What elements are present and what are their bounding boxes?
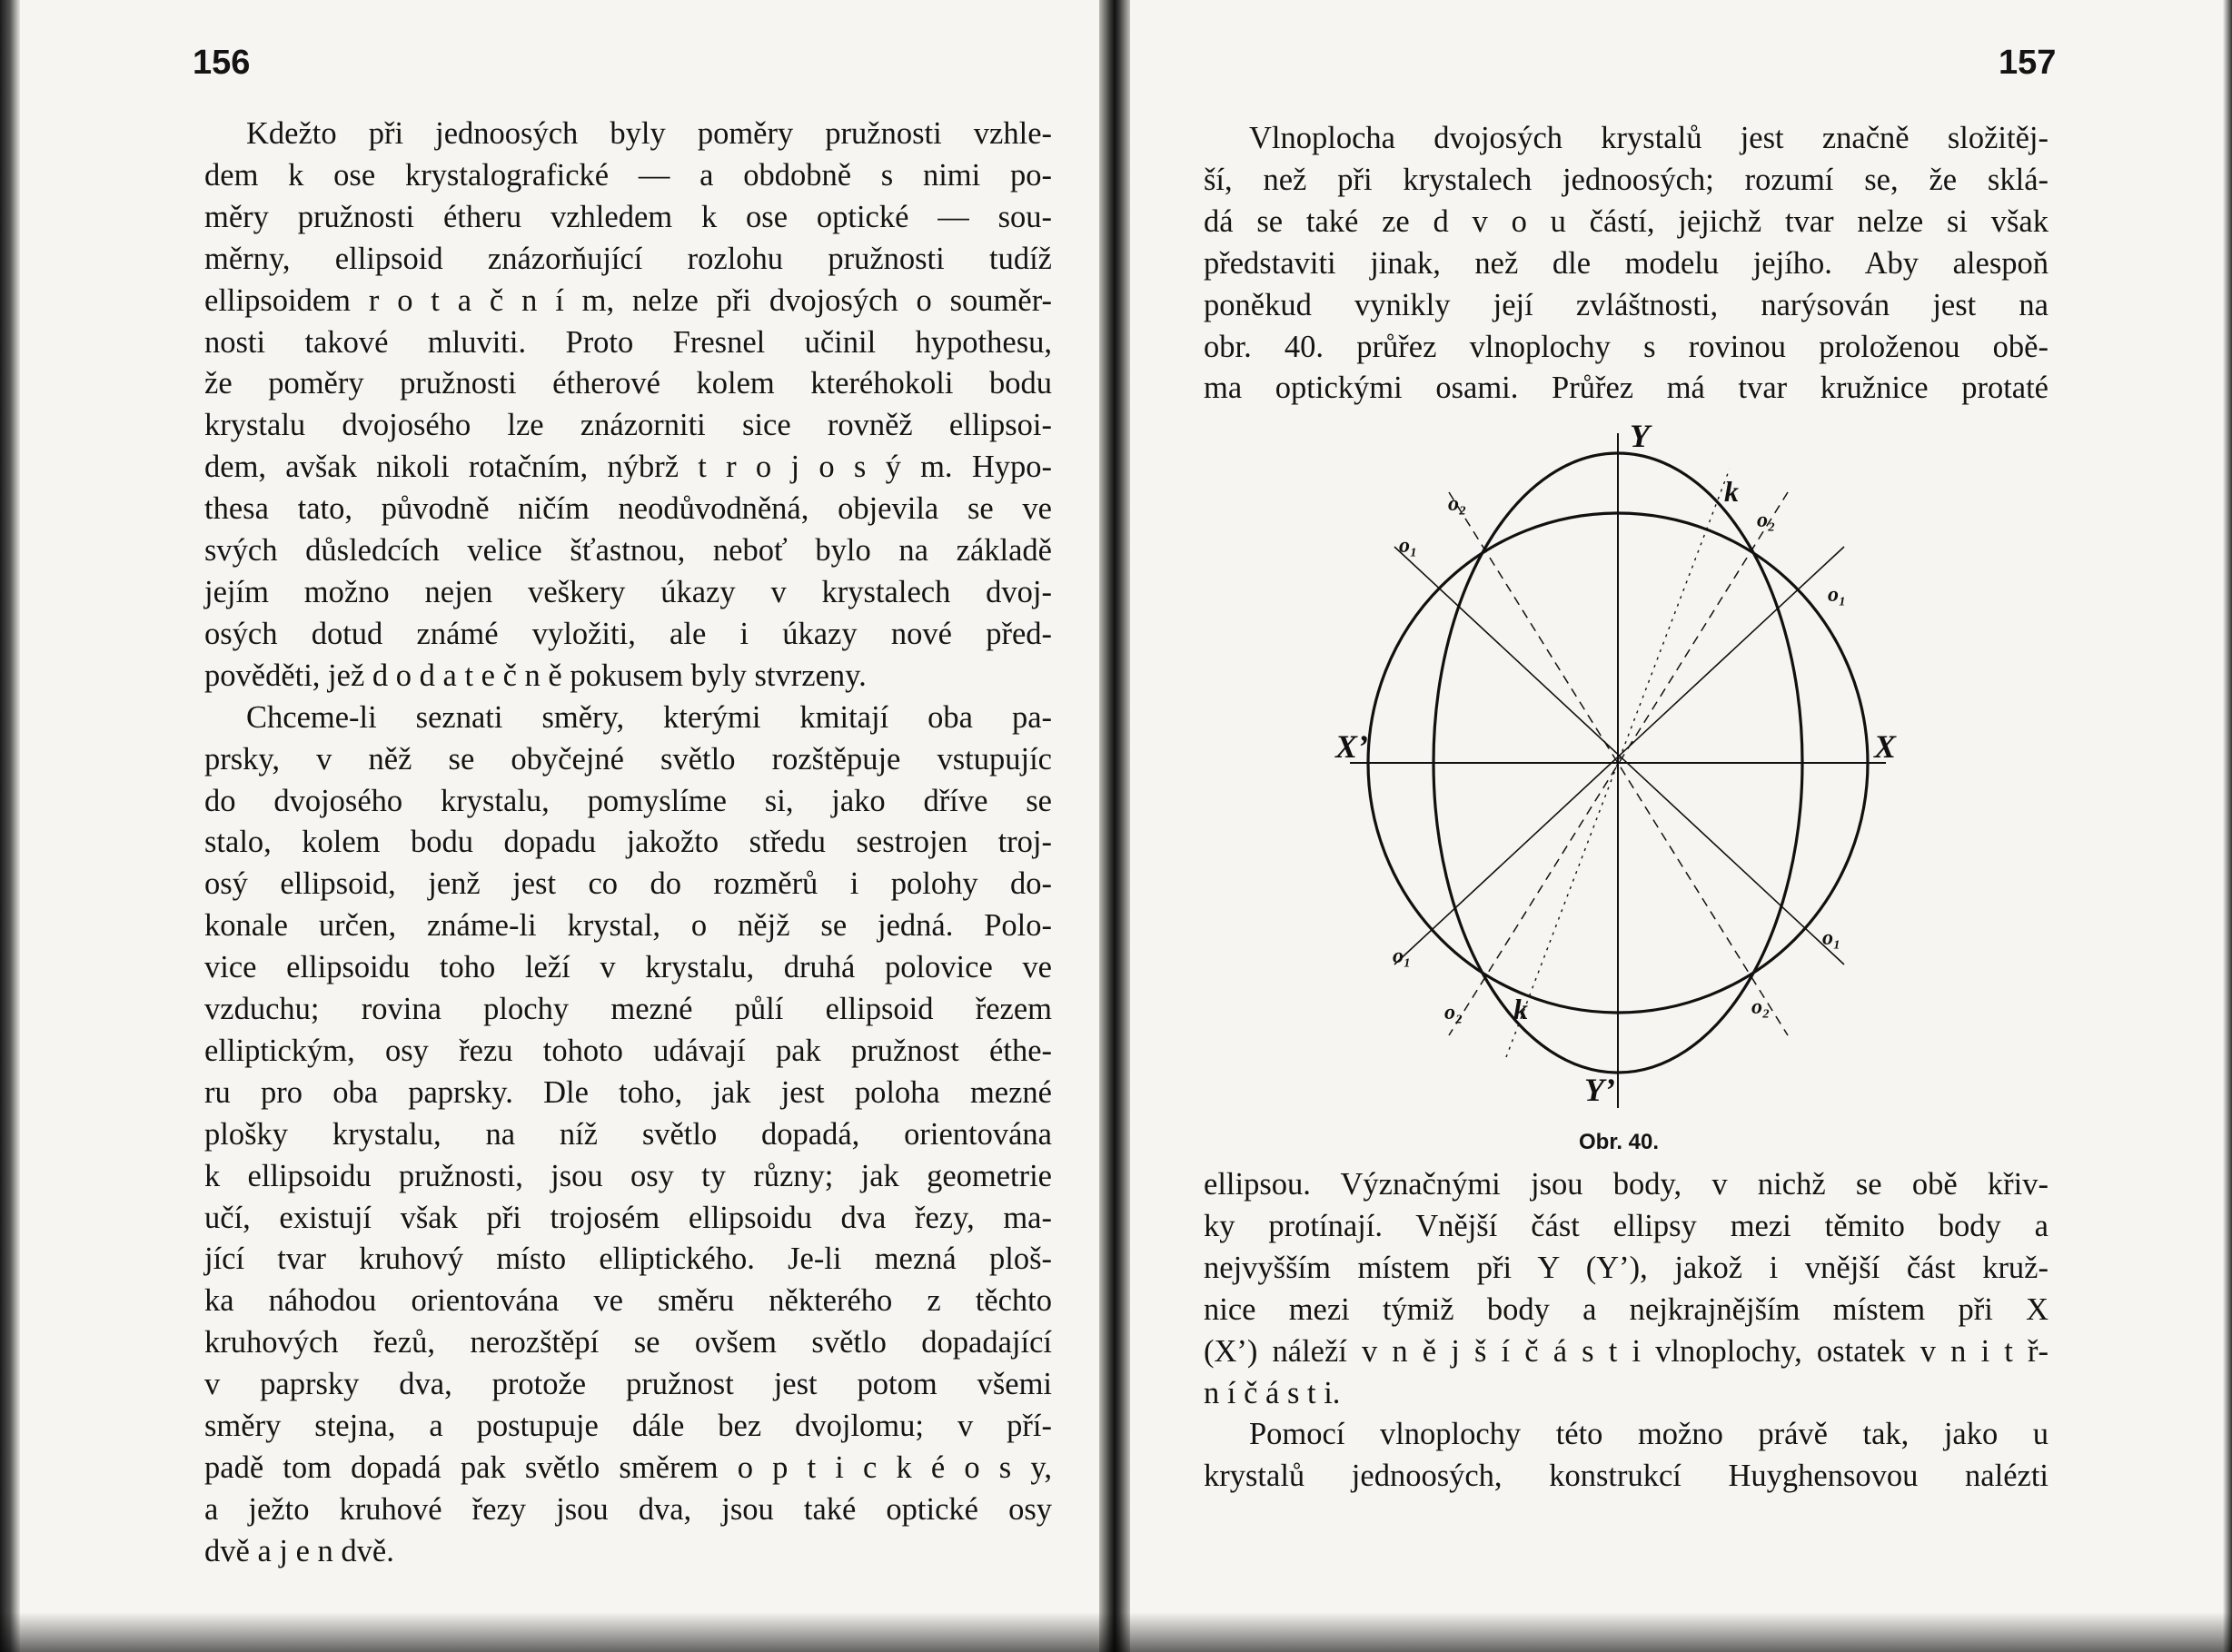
right-page-body-top xyxy=(1204,118,2048,410)
text-line: ellipsoidem r o t a č n í m, nelze při dvojosých o souměr- xyxy=(204,282,1052,318)
text-line: dem k ose krystalografické — a obdobně s nimi po- xyxy=(204,157,1052,193)
text-line: představiti jinak, než dle modelu jejího. Aby alespoň xyxy=(1204,245,2048,281)
text-line: nosti takové mluviti. Proto Fresnel učinil hypothesu, xyxy=(204,324,1052,360)
label-o1-upper-left: o₁ xyxy=(1399,534,1418,558)
text-line: krystalu dvojosého lze znázorniti sice rovněž ellipsoi- xyxy=(204,408,1052,443)
text-line: že poměry pružnosti étherové kolem kteréhokoli bodu xyxy=(204,366,1052,401)
label-y-bottom: Y’ xyxy=(1584,1072,1615,1108)
label-o1-lower-left: o₁ xyxy=(1393,945,1412,968)
text-line: n í č á s t i. xyxy=(1204,1375,1341,1410)
text-line: prsky, v něž se obyčejné světlo rozštěpuje vstupujíc xyxy=(204,741,1052,777)
page-number-left: 156 xyxy=(193,44,251,82)
text-line: ka náhodou orientována ve směru některého z těchto xyxy=(204,1283,1052,1319)
text-line: osý ellipsoid, jenž jest co do rozměrů i polohy do- xyxy=(204,866,1052,902)
text-line: měrny, ellipsoid znázorňující rozlohu pružnosti tudíž xyxy=(204,241,1052,276)
label-x-left: X’ xyxy=(1335,728,1368,765)
text-line: Vlnoplocha dvojosých krystalů jest značně složitěj- xyxy=(1249,121,2048,155)
label-k-bottom: k xyxy=(1513,993,1528,1025)
left-page-edge xyxy=(0,0,20,1652)
text-line: dem, avšak nikoli rotačním, nýbrž t r o j o s ý m. Hypo- xyxy=(204,450,1052,485)
text-line: ellipsou. Význačnými jsou body, v nichž se obě křiv- xyxy=(1204,1167,2048,1202)
text-line: směry stejna, a postupuje dále bez dvojlomu; v pří- xyxy=(204,1409,1052,1444)
text-line: vzduchu; rovina plochy mezné půlí ellipsoid řezem xyxy=(204,992,1052,1027)
text-line: učí, existují však při trojosém ellipsoidu dva řezy, ma- xyxy=(204,1200,1052,1235)
page-bottom-shadow xyxy=(0,1612,2232,1652)
wave-surface-figure xyxy=(1308,418,1897,1119)
text-line: padě tom dopadá pak světlo směrem o p t i c k é o s y, xyxy=(204,1450,1052,1485)
text-line: vice ellipsoidu toho leží v krystalu, druhá polovice ve xyxy=(204,950,1052,985)
text-line: a ježto kruhové řezy jsou dva, jsou také optické osy xyxy=(204,1491,1052,1527)
label-o2-upper-right: o₂ xyxy=(1757,509,1776,532)
text-line: jící tvar kruhový místo elliptického. Je-li mezná ploš- xyxy=(204,1241,1052,1277)
text-line: Pomocí vlnoplochy této možno právě tak, jako u xyxy=(1249,1417,2048,1452)
text-line: do dvojosého krystalu, pomyslíme si, jako dříve se xyxy=(204,783,1052,818)
text-line: nice mezi týmiž body a nejkrajnějším místem při X xyxy=(1204,1291,2048,1327)
page-number-right: 157 xyxy=(1999,44,2057,82)
label-o1-lower-right: o₁ xyxy=(1822,926,1841,950)
text-line: thesa tato, původně ničím neodůvodněná, objevila se ve xyxy=(204,491,1052,527)
text-line: kruhových řezů, nerozštěpí se ovšem světlo dopadající xyxy=(204,1325,1052,1360)
text-line: Chceme-li seznati směry, kterými kmitají oba pa- xyxy=(246,699,1052,735)
book-spine xyxy=(1099,0,1130,1652)
text-line: pověděti, jež d o d a t e č n ě pokusem byly stvrzeny. xyxy=(204,658,867,693)
label-y-top: Y xyxy=(1630,418,1650,454)
text-line: poněkud vynikly její zvláštnosti, narýsován jest na xyxy=(1204,287,2048,322)
text-line: ky protínají. Vnější část ellipsy mezi těmito body a xyxy=(1204,1208,2048,1243)
text-line: plošky krystalu, na níž světlo dopadá, orientována xyxy=(204,1116,1052,1152)
text-line: ší, než při krystalech jednoosých; rozumí se, že sklá- xyxy=(1204,162,2048,197)
text-line: obr. 40. průřez vlnoplochy s rovinou proloženou obě- xyxy=(1204,329,2048,364)
label-o1-upper-right: o₁ xyxy=(1828,583,1847,607)
left-page-body xyxy=(204,114,1052,1573)
text-line: nejvyšším místem při Y (Y’), jakož i vnější část kruž- xyxy=(1204,1250,2048,1285)
figure-caption: Obr. 40. xyxy=(1579,1130,1660,1154)
text-line: v paprsky dva, protože pružnost jest potom všemi xyxy=(204,1367,1052,1402)
text-line: ru pro oba paprsky. Dle toho, jak jest poloha mezné xyxy=(204,1074,1052,1110)
text-line: elliptickým, osy řezu tohoto udávají pak pružnost éthe- xyxy=(204,1033,1052,1068)
right-page-body-bottom xyxy=(1204,1164,2048,1498)
label-x-right: X xyxy=(1874,728,1897,765)
text-line: k ellipsoidu pružnosti, jsou osy ty různy; jak geometrie xyxy=(204,1158,1052,1193)
text-line: krystalů jednoosých, konstrukcí Huyghensovou nalézti xyxy=(1204,1459,2048,1494)
text-line: konale určen, známe-li krystal, o nějž se jedná. Polo- xyxy=(204,908,1052,944)
right-page-edge xyxy=(2223,0,2232,1652)
label-k-top: k xyxy=(1724,475,1739,508)
text-line: dvě a j e n dvě. xyxy=(204,1533,394,1568)
text-line: Kdežto při jednoosých byly poměry pružnosti vzhle- xyxy=(246,116,1052,151)
text-line: dá se také ze d v o u částí, jejichž tvar nelze si však xyxy=(1204,203,2048,239)
text-line: jejím možno nejen veškery úkazy v krystalech dvoj- xyxy=(204,574,1052,609)
text-line: svých důsledcích velice šťastnou, neboť bylo na základě xyxy=(204,533,1052,569)
text-line: ma optickými osami. Průřez má tvar kružnice protaté xyxy=(1204,371,2048,406)
label-o2-lower-left: o₂ xyxy=(1444,1001,1463,1024)
text-line: osých dotud známé vyložiti, ale i úkazy nové před- xyxy=(204,616,1052,651)
text-line: stalo, kolem bodu dopadu jakožto středu sestrojen troj- xyxy=(204,825,1052,860)
label-o2-lower-right: o₂ xyxy=(1751,995,1771,1019)
text-line: (X’) náleží v n ě j š í č á s t i vlnoplochy, ostatek v n i t ř- xyxy=(1204,1333,2048,1369)
label-o2-upper-left: o₂ xyxy=(1448,492,1467,516)
text-line: měry pružnosti étheru vzhledem k ose optické — sou- xyxy=(204,199,1052,234)
